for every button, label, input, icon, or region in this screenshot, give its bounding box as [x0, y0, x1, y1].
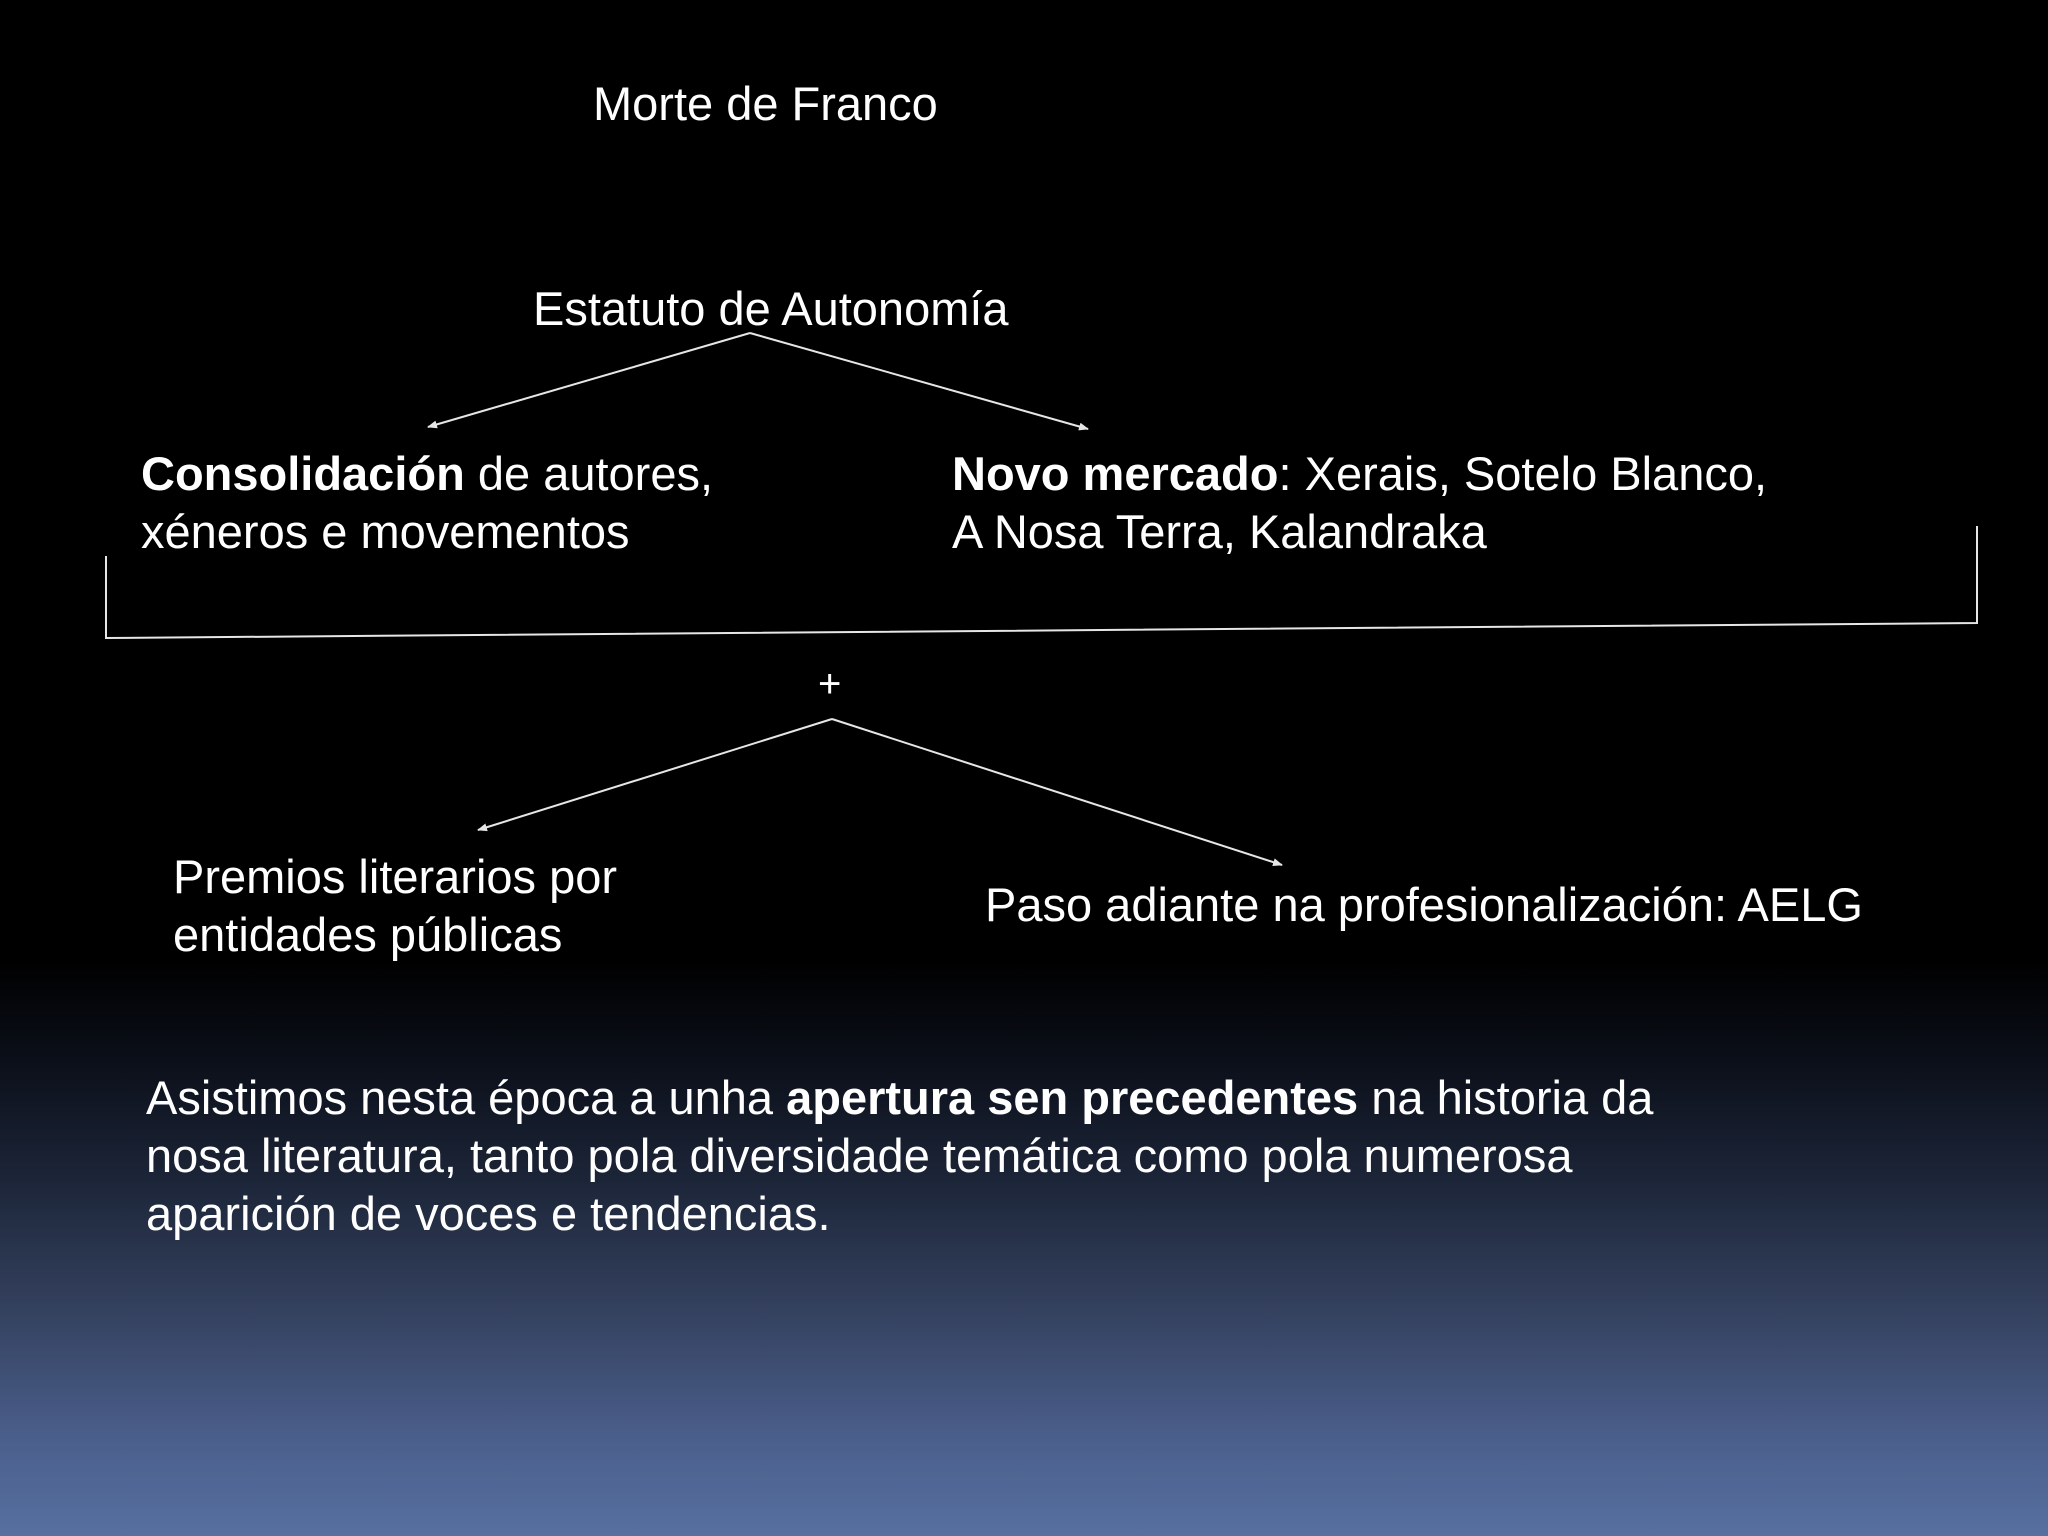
node-premios	[173, 848, 617, 964]
branch-novo-mercado-bold: Novo mercado	[952, 447, 1279, 500]
branch-consolidacion-rest: de autores,	[464, 447, 714, 500]
branch-consolidacion-bold: Consolidación	[141, 447, 465, 500]
heading-morte-de-franco: Morte de Franco	[593, 77, 938, 130]
conclusion-line1	[146, 1069, 1653, 1127]
plus-sign: +	[818, 662, 842, 706]
conclusion-pre-bold: Asistimos nesta época a unha	[146, 1071, 787, 1124]
arrow-to-premios	[478, 719, 832, 830]
branch-consolidacion-line2: xéneros e movementos	[141, 505, 630, 558]
conclusion-bold: apertura sen precedentes	[786, 1071, 1359, 1124]
branch-novo-mercado	[952, 445, 1767, 561]
node-profesionalizacion: Paso adiante na profesionalización: AELG	[985, 878, 1863, 931]
arrow-to-novo-mercado	[750, 333, 1088, 429]
conclusion-line2: nosa literatura, tanto pola diversidade temática como pola numerosa	[146, 1129, 1573, 1182]
branch-novo-mercado-line2: A Nosa Terra, Kalandraka	[952, 505, 1487, 558]
conclusion-line3: aparición de voces e tendencias.	[146, 1187, 831, 1240]
node-premios-line2: entidades públicas	[173, 908, 563, 961]
branch-novo-mercado-rest: : Xerais, Sotelo Blanco,	[1278, 447, 1768, 500]
branch-consolidacion-line1	[141, 445, 713, 503]
heading-estatuto: Estatuto de Autonomía	[533, 282, 1009, 335]
arrow-to-profesionalizacion	[832, 719, 1282, 865]
conclusion-post-bold: na historia da	[1358, 1071, 1654, 1124]
branch-novo-mercado-line1	[952, 445, 1767, 503]
node-premios-line1: Premios literarios por	[173, 850, 618, 903]
branch-consolidacion	[141, 445, 713, 561]
arrow-to-consolidacion	[428, 333, 750, 427]
conclusion-paragraph	[146, 1069, 1653, 1243]
